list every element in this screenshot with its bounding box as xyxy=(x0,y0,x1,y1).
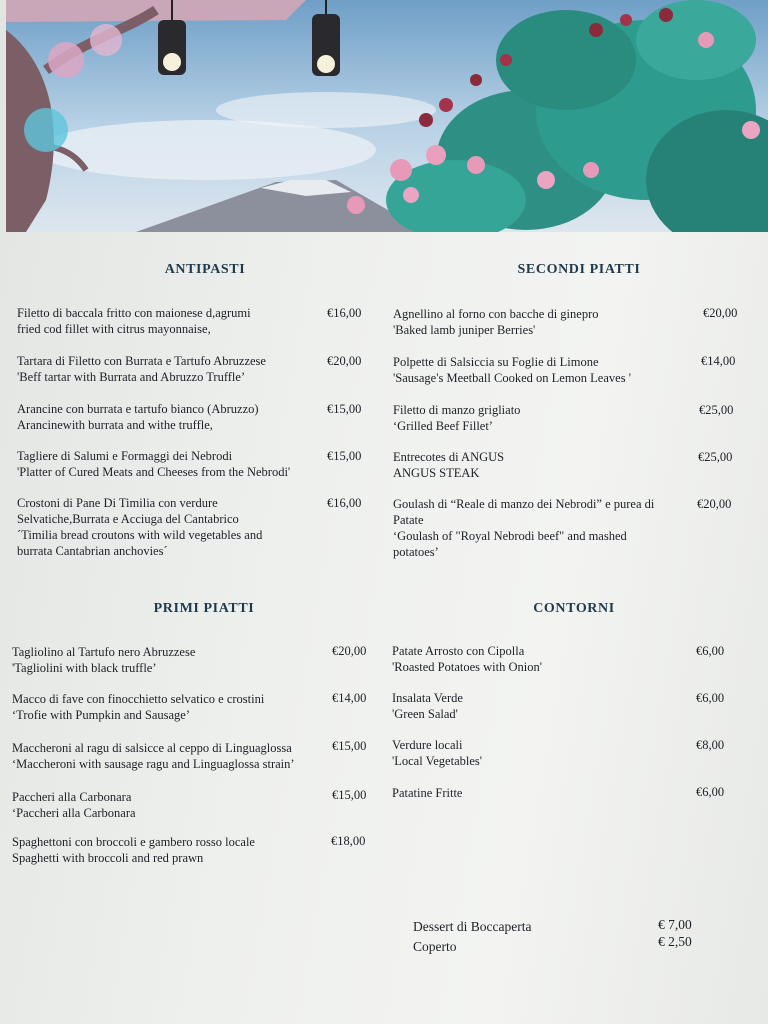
primi-item xyxy=(12,644,195,676)
item-name: Arancine con burrata e tartufo bianco (Abruzzo) xyxy=(17,402,259,416)
item-name: Selvatiche,Burrata e Acciuga del Cantabrico xyxy=(17,512,239,526)
item-translation: fried cod fillet with citrus mayonnaise, xyxy=(17,322,211,336)
antipasti-item xyxy=(17,495,262,559)
item-name: Tagliolino al Tartufo nero Abruzzese xyxy=(12,645,196,659)
item-name: Polpette di Salsiccia su Foglie di Limone xyxy=(393,355,599,369)
secondi-item xyxy=(393,306,599,338)
item-price: €25,00 xyxy=(698,450,733,464)
item-translation: ‘Trofie with Pumpkin and Sausage’ xyxy=(12,708,190,722)
banner-illustration xyxy=(6,0,768,232)
contorni-item xyxy=(392,737,482,769)
item-price: €25,00 xyxy=(699,403,734,417)
item-price: €14,00 xyxy=(332,691,367,705)
antipasti-heading: ANTIPASTI xyxy=(164,262,246,277)
item-price: €20,00 xyxy=(327,354,362,368)
primi-item xyxy=(12,691,264,723)
item-translation: 'Green Salad' xyxy=(392,707,458,721)
item-name: Verdure locali xyxy=(392,738,463,752)
item-translation: 'Platter of Cured Meats and Cheeses from the Nebrodi' xyxy=(17,465,291,479)
item-translation: ANGUS STEAK xyxy=(393,466,480,480)
item-name: Patatine Fritte xyxy=(392,786,463,800)
primi-item xyxy=(12,740,295,772)
item-price: €15,00 xyxy=(332,788,367,802)
item-name: Paccheri alla Carbonara xyxy=(12,790,132,804)
item-name: Goulash di “Reale di manzo dei Nebrodi” e purea di xyxy=(393,497,655,511)
contorni-heading: CONTORNI xyxy=(533,601,615,616)
item-name: Entrecotes di ANGUS xyxy=(393,450,505,464)
item-price: €15,00 xyxy=(332,739,367,753)
banner-painting xyxy=(6,0,768,232)
antipasti-item xyxy=(17,401,259,433)
item-price: €15,00 xyxy=(327,449,362,463)
contorni-item xyxy=(392,785,462,801)
item-translation: ‘Grilled Beef Fillet’ xyxy=(393,419,493,433)
antipasti-item xyxy=(17,305,251,337)
primi-item xyxy=(12,789,136,821)
primi-item xyxy=(12,834,255,866)
item-translation: 'Local Vegetables' xyxy=(392,754,483,768)
item-translation: ´Timilia bread croutons with wild vegetables and xyxy=(17,528,263,542)
item-translation: 'Beff tartar with Burrata and Abruzzo Truffle’ xyxy=(17,370,246,384)
item-price: €6,00 xyxy=(696,644,725,658)
coperto-label: Coperto xyxy=(413,939,457,954)
item-price: €6,00 xyxy=(696,785,725,799)
item-price: €15,00 xyxy=(327,402,362,416)
antipasti-item xyxy=(17,448,290,480)
primi-heading: PRIMI PIATTI xyxy=(153,601,255,616)
secondi-heading: SECONDI PIATTI xyxy=(517,262,641,277)
item-translation: 'Tagliolini with black truffle’ xyxy=(12,661,157,675)
item-price: €14,00 xyxy=(701,354,736,368)
item-name: Crostoni di Pane Di Timilia con verdure xyxy=(17,496,218,510)
item-name: Filetto di baccala fritto con maionese d,agrumi xyxy=(17,306,251,320)
item-name: Patate Arrosto con Cipolla xyxy=(392,644,525,658)
item-price: €20,00 xyxy=(703,306,738,320)
item-translation: ‘Maccheroni with sausage ragu and Linguaglossa strain’ xyxy=(12,757,295,771)
item-name: Filetto di manzo grigliato xyxy=(393,403,521,417)
item-price: €20,00 xyxy=(332,644,367,658)
item-name: Maccheroni al ragu di salsicce al ceppo di Linguaglossa xyxy=(12,741,292,755)
item-translation: potatoes’ xyxy=(393,545,439,559)
item-translation: ‘Paccheri alla Carbonara xyxy=(12,806,136,820)
contorni-item xyxy=(392,690,463,722)
item-name: Tagliere di Salumi e Formaggi dei Nebrodi xyxy=(17,449,233,463)
item-translation: 'Baked lamb juniper Berries' xyxy=(393,323,536,337)
item-name: Tartara di Filetto con Burrata e Tartufo Abruzzese xyxy=(17,354,266,368)
coperto-price: € 2,50 xyxy=(658,934,692,949)
item-price: €18,00 xyxy=(331,834,366,848)
dessert-label: Dessert di Boccaperta xyxy=(413,919,532,934)
item-translation: 'Roasted Potatoes with Onion' xyxy=(392,660,542,674)
item-price: €16,00 xyxy=(327,496,362,510)
secondi-item xyxy=(393,402,520,434)
item-translation: Spaghetti with broccoli and red prawn xyxy=(12,851,204,865)
item-translation: Arancinewith burrata and withe truffle, xyxy=(17,418,213,432)
item-translation: ‘Goulash of "Royal Nebrodi beef" and mashed xyxy=(393,529,627,543)
item-name: Insalata Verde xyxy=(392,691,463,705)
item-name: Patate xyxy=(393,513,424,527)
contorni-item xyxy=(392,643,542,675)
antipasti-item xyxy=(17,353,266,385)
item-translation: burrata Cantabrian anchovies´ xyxy=(17,544,168,558)
item-price: €6,00 xyxy=(696,691,725,705)
item-name: Agnellino al forno con bacche di ginepro xyxy=(393,307,599,321)
secondi-item xyxy=(393,449,504,481)
item-price: €20,00 xyxy=(697,497,732,511)
item-price: €8,00 xyxy=(696,738,725,752)
item-name: Spaghettoni con broccoli e gambero rosso locale xyxy=(12,835,255,849)
secondi-item xyxy=(393,496,654,560)
item-translation: 'Sausage's Meetball Cooked on Lemon Leaves ' xyxy=(393,371,631,385)
dessert-price: € 7,00 xyxy=(658,917,692,932)
item-price: €16,00 xyxy=(327,306,362,320)
secondi-item xyxy=(393,354,631,386)
item-name: Macco di fave con finocchietto selvatico e crostini xyxy=(12,692,265,706)
